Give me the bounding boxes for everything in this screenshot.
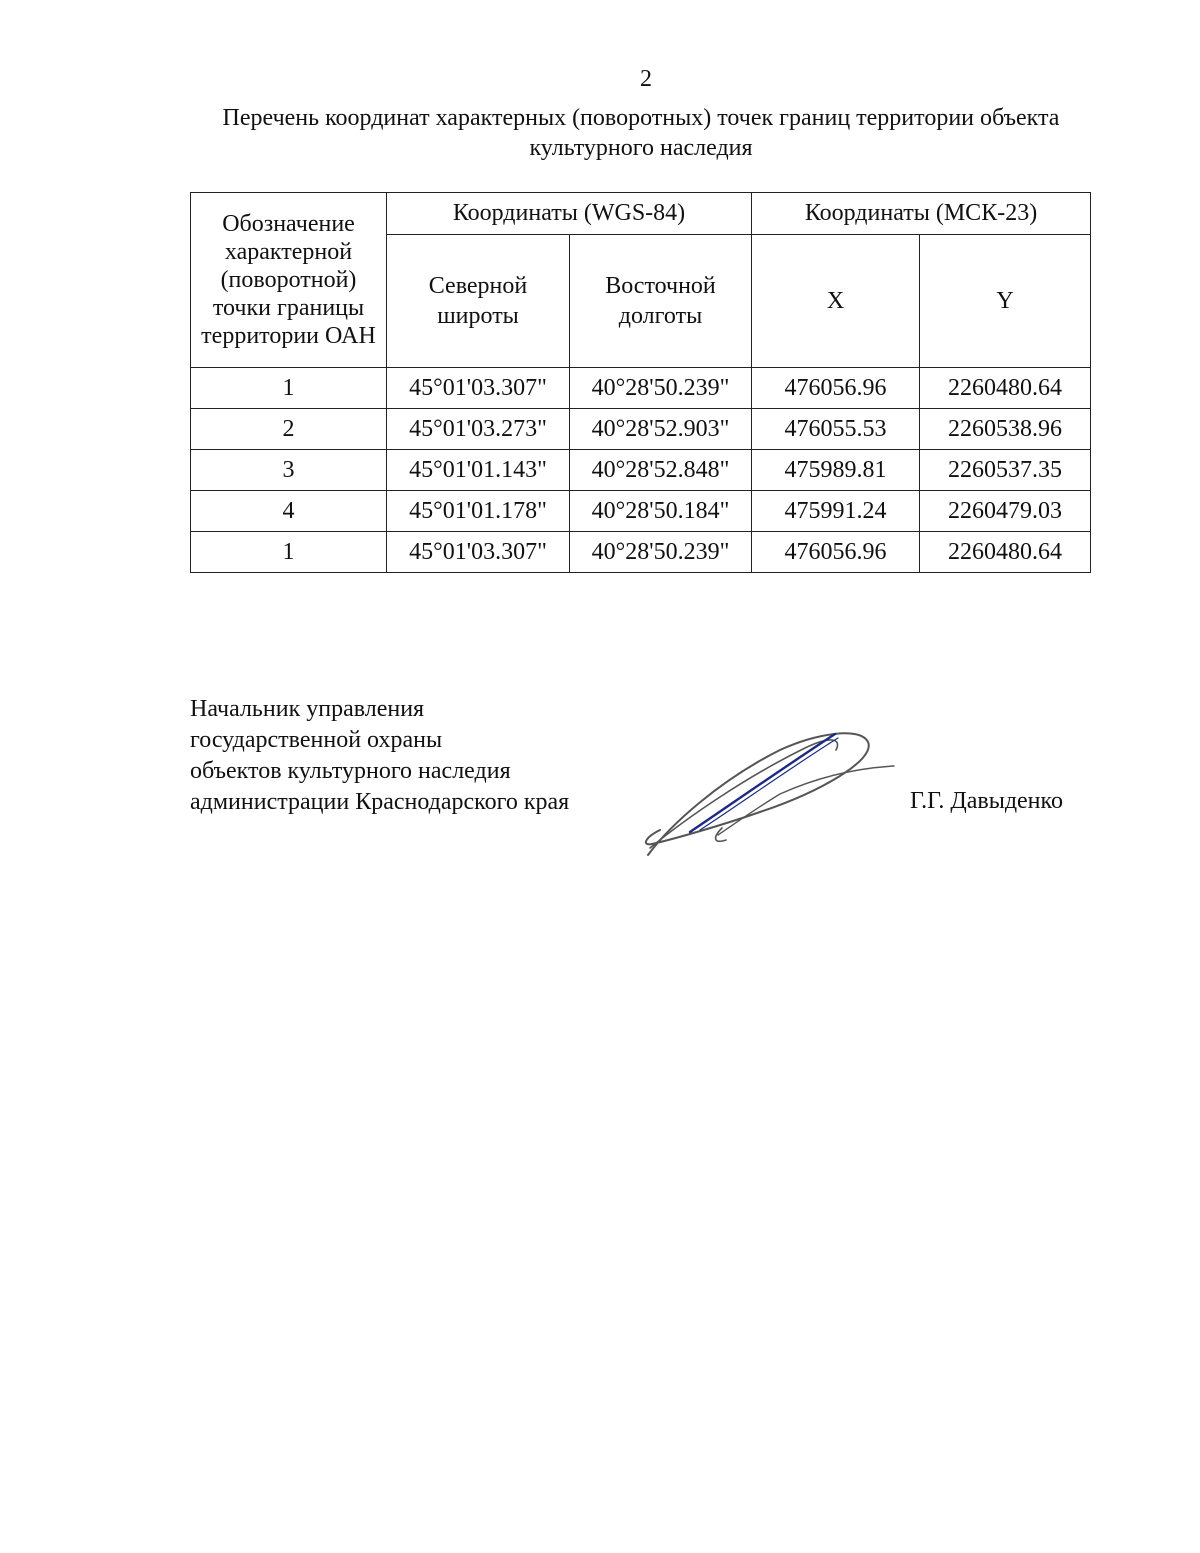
- cell-x: 475991.24: [752, 491, 920, 532]
- cell-x: 475989.81: [752, 450, 920, 491]
- cell-longitude: 40°28'52.903": [570, 409, 752, 450]
- cell-longitude: 40°28'50.184": [570, 491, 752, 532]
- cell-y: 2260480.64: [920, 368, 1091, 409]
- header-wgs84: Координаты (WGS-84): [387, 193, 752, 235]
- cell-x: 476055.53: [752, 409, 920, 450]
- cell-latitude: 45°01'03.307": [387, 532, 570, 573]
- signer-position-line: администрации Краснодарского края: [190, 789, 570, 815]
- header-north-latitude: Северной широты: [387, 235, 570, 368]
- signer-position-line: государственной охраны: [190, 727, 443, 753]
- table-row: [191, 368, 1091, 409]
- header-point-designation: Обозначение характерной (поворотной) точки границы территории ОАН: [191, 193, 387, 368]
- table-row: [191, 532, 1091, 573]
- cell-point: 1: [191, 532, 387, 573]
- cell-latitude: 45°01'03.273": [387, 409, 570, 450]
- table-row: [191, 450, 1091, 491]
- page-number: 2: [640, 66, 652, 92]
- header-y: Y: [920, 235, 1091, 368]
- cell-x: 476056.96: [752, 532, 920, 573]
- cell-point: 1: [191, 368, 387, 409]
- cell-y: 2260537.35: [920, 450, 1091, 491]
- signer-position: [190, 694, 569, 818]
- table-row: [191, 491, 1091, 532]
- signer-position-line: Начальник управления: [190, 696, 425, 722]
- signer-name: Г.Г. Давыденко: [910, 788, 1063, 814]
- handwritten-signature: [630, 720, 910, 870]
- cell-longitude: 40°28'50.239": [570, 532, 752, 573]
- table-header-row: [191, 193, 1091, 235]
- header-east-longitude: Восточной долготы: [570, 235, 752, 368]
- cell-y: 2260479.03: [920, 491, 1091, 532]
- cell-longitude: 40°28'52.848": [570, 450, 752, 491]
- cell-y: 2260538.96: [920, 409, 1091, 450]
- cell-longitude: 40°28'50.239": [570, 368, 752, 409]
- cell-latitude: 45°01'01.143": [387, 450, 570, 491]
- document-title: Перечень координат характерных (поворотных) точек границ территории объекта культурного наследия: [222, 105, 1060, 161]
- cell-point: 3: [191, 450, 387, 491]
- cell-x: 476056.96: [752, 368, 920, 409]
- cell-point: 2: [191, 409, 387, 450]
- cell-point: 4: [191, 491, 387, 532]
- signer-position-line: объектов культурного наследия: [190, 758, 511, 784]
- cell-y: 2260480.64: [920, 532, 1091, 573]
- coordinates-table: [190, 192, 1091, 573]
- cell-latitude: 45°01'03.307": [387, 368, 570, 409]
- signature-stroke: [700, 738, 838, 830]
- signature-stroke: [690, 734, 835, 832]
- header-msk23: Координаты (МСК-23): [752, 193, 1091, 235]
- cell-latitude: 45°01'01.178": [387, 491, 570, 532]
- header-x: X: [752, 235, 920, 368]
- table-row: [191, 409, 1091, 450]
- signature-stroke: [646, 733, 869, 855]
